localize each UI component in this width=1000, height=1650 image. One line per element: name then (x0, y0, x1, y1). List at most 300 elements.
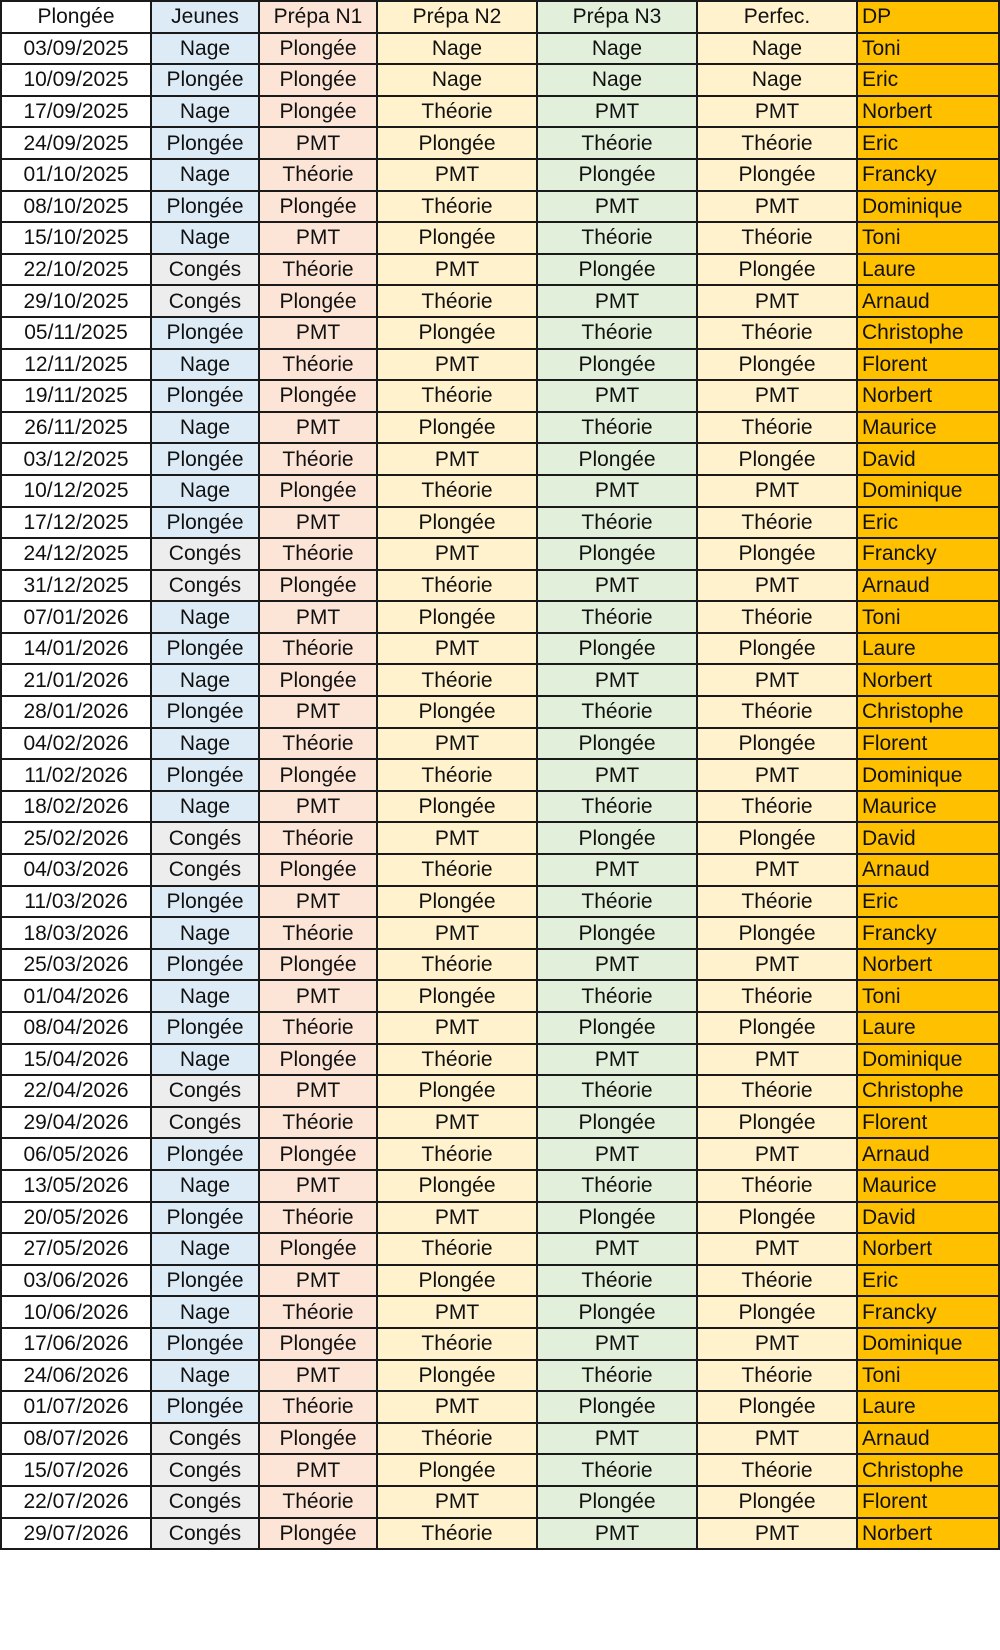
cell-prepa-n2: Plongée (377, 507, 537, 539)
cell-prepa-n3: Théorie (537, 507, 697, 539)
cell-prepa-n2: PMT (377, 822, 537, 854)
cell-dp: Laure (857, 633, 999, 665)
cell-date: 15/04/2026 (1, 1044, 151, 1076)
table-row (1, 1423, 999, 1455)
cell-prepa-n2: Théorie (377, 1044, 537, 1076)
table-row (1, 664, 999, 696)
cell-date: 08/04/2026 (1, 1012, 151, 1044)
cell-perfec: Plongée (697, 822, 857, 854)
cell-jeunes: Nage (151, 601, 259, 633)
cell-perfec: Plongée (697, 349, 857, 381)
cell-prepa-n2: PMT (377, 349, 537, 381)
cell-jeunes: Nage (151, 728, 259, 760)
cell-prepa-n2: Théorie (377, 1328, 537, 1360)
cell-jeunes: Nage (151, 96, 259, 128)
cell-jeunes: Nage (151, 1044, 259, 1076)
cell-date: 11/02/2026 (1, 759, 151, 791)
table-row (1, 1075, 999, 1107)
cell-perfec: Nage (697, 64, 857, 96)
table-row (1, 443, 999, 475)
cell-prepa-n2: Théorie (377, 759, 537, 791)
table-row (1, 380, 999, 412)
cell-date: 22/04/2026 (1, 1075, 151, 1107)
cell-prepa-n3: Théorie (537, 601, 697, 633)
cell-dp: David (857, 443, 999, 475)
cell-prepa-n3: Plongée (537, 1202, 697, 1234)
cell-prepa-n3: PMT (537, 949, 697, 981)
cell-date: 07/01/2026 (1, 601, 151, 633)
cell-prepa-n2: Théorie (377, 475, 537, 507)
cell-perfec: Plongée (697, 1012, 857, 1044)
cell-prepa-n2: PMT (377, 1107, 537, 1139)
cell-perfec: Théorie (697, 1454, 857, 1486)
cell-prepa-n2: Nage (377, 33, 537, 65)
table-row (1, 601, 999, 633)
cell-prepa-n1: Théorie (259, 1202, 377, 1234)
cell-perfec: Théorie (697, 1075, 857, 1107)
cell-dp: Toni (857, 980, 999, 1012)
cell-prepa-n3: Théorie (537, 886, 697, 918)
cell-prepa-n1: Théorie (259, 1486, 377, 1518)
cell-prepa-n1: Théorie (259, 1107, 377, 1139)
cell-perfec: Théorie (697, 1360, 857, 1392)
cell-prepa-n2: Plongée (377, 317, 537, 349)
cell-jeunes: Congés (151, 254, 259, 286)
cell-jeunes: Plongée (151, 1328, 259, 1360)
cell-prepa-n1: PMT (259, 696, 377, 728)
cell-perfec: PMT (697, 1328, 857, 1360)
cell-jeunes: Nage (151, 1360, 259, 1392)
cell-prepa-n2: Théorie (377, 1233, 537, 1265)
cell-date: 17/06/2026 (1, 1328, 151, 1360)
cell-prepa-n2: Plongée (377, 601, 537, 633)
cell-jeunes: Plongée (151, 886, 259, 918)
cell-prepa-n2: Théorie (377, 380, 537, 412)
cell-perfec: Théorie (697, 507, 857, 539)
cell-prepa-n2: PMT (377, 443, 537, 475)
cell-prepa-n2: Théorie (377, 1423, 537, 1455)
cell-date: 29/07/2026 (1, 1518, 151, 1550)
cell-dp: Francky (857, 159, 999, 191)
cell-prepa-n2: PMT (377, 159, 537, 191)
cell-prepa-n2: Plongée (377, 412, 537, 444)
cell-jeunes: Plongée (151, 696, 259, 728)
cell-prepa-n2: PMT (377, 917, 537, 949)
cell-perfec: PMT (697, 759, 857, 791)
cell-prepa-n3: Plongée (537, 349, 697, 381)
cell-date: 17/12/2025 (1, 507, 151, 539)
cell-prepa-n1: Plongée (259, 1138, 377, 1170)
cell-prepa-n3: Nage (537, 33, 697, 65)
cell-jeunes: Congés (151, 1486, 259, 1518)
cell-prepa-n1: Plongée (259, 854, 377, 886)
cell-prepa-n1: Plongée (259, 475, 377, 507)
cell-dp: Laure (857, 1012, 999, 1044)
cell-jeunes: Congés (151, 1423, 259, 1455)
table-row (1, 1012, 999, 1044)
cell-prepa-n3: PMT (537, 285, 697, 317)
cell-dp: Arnaud (857, 1423, 999, 1455)
cell-prepa-n1: PMT (259, 127, 377, 159)
cell-prepa-n1: Plongée (259, 570, 377, 602)
cell-dp: Norbert (857, 1233, 999, 1265)
cell-perfec: Plongée (697, 159, 857, 191)
cell-date: 21/01/2026 (1, 664, 151, 696)
cell-perfec: Plongée (697, 1391, 857, 1423)
cell-dp: Christophe (857, 1454, 999, 1486)
cell-date: 20/05/2026 (1, 1202, 151, 1234)
cell-dp: Francky (857, 1296, 999, 1328)
cell-dp: Norbert (857, 380, 999, 412)
cell-prepa-n2: Plongée (377, 886, 537, 918)
cell-date: 26/11/2025 (1, 412, 151, 444)
table-row (1, 317, 999, 349)
cell-jeunes: Nage (151, 1170, 259, 1202)
cell-dp: Laure (857, 1391, 999, 1423)
cell-perfec: Théorie (697, 1170, 857, 1202)
cell-prepa-n2: Plongée (377, 1170, 537, 1202)
cell-date: 10/09/2025 (1, 64, 151, 96)
table-header (1, 1, 999, 33)
cell-prepa-n1: PMT (259, 1360, 377, 1392)
table-row (1, 1265, 999, 1297)
table-row (1, 96, 999, 128)
cell-dp: Toni (857, 1360, 999, 1392)
cell-jeunes: Plongée (151, 64, 259, 96)
cell-prepa-n1: PMT (259, 1075, 377, 1107)
cell-date: 24/06/2026 (1, 1360, 151, 1392)
cell-prepa-n2: Théorie (377, 96, 537, 128)
table-row (1, 1454, 999, 1486)
cell-dp: Eric (857, 64, 999, 96)
cell-prepa-n3: Théorie (537, 127, 697, 159)
cell-prepa-n2: Théorie (377, 285, 537, 317)
cell-prepa-n1: Plongée (259, 664, 377, 696)
cell-date: 01/04/2026 (1, 980, 151, 1012)
cell-dp: Dominique (857, 1044, 999, 1076)
cell-date: 15/10/2025 (1, 222, 151, 254)
cell-prepa-n3: Théorie (537, 791, 697, 823)
cell-prepa-n3: Plongée (537, 633, 697, 665)
cell-prepa-n3: PMT (537, 1044, 697, 1076)
cell-prepa-n1: Théorie (259, 822, 377, 854)
table-row (1, 759, 999, 791)
cell-jeunes: Congés (151, 1107, 259, 1139)
cell-dp: Dominique (857, 759, 999, 791)
cell-perfec: Théorie (697, 980, 857, 1012)
cell-dp: Eric (857, 507, 999, 539)
cell-prepa-n3: PMT (537, 570, 697, 602)
cell-prepa-n1: Théorie (259, 443, 377, 475)
table-row (1, 33, 999, 65)
cell-prepa-n3: Plongée (537, 159, 697, 191)
cell-dp: Toni (857, 33, 999, 65)
cell-date: 22/10/2025 (1, 254, 151, 286)
cell-perfec: Plongée (697, 1296, 857, 1328)
cell-prepa-n2: PMT (377, 538, 537, 570)
table-row (1, 507, 999, 539)
cell-prepa-n2: Nage (377, 64, 537, 96)
cell-prepa-n1: PMT (259, 601, 377, 633)
cell-dp: Eric (857, 886, 999, 918)
cell-jeunes: Congés (151, 285, 259, 317)
cell-date: 18/03/2026 (1, 917, 151, 949)
cell-prepa-n2: PMT (377, 1296, 537, 1328)
cell-perfec: Théorie (697, 886, 857, 918)
cell-prepa-n2: Plongée (377, 1454, 537, 1486)
table-row (1, 728, 999, 760)
table-row (1, 222, 999, 254)
cell-date: 31/12/2025 (1, 570, 151, 602)
cell-dp: David (857, 1202, 999, 1234)
cell-jeunes: Plongée (151, 633, 259, 665)
cell-perfec: PMT (697, 1423, 857, 1455)
cell-date: 29/04/2026 (1, 1107, 151, 1139)
cell-dp: Florent (857, 349, 999, 381)
cell-prepa-n1: Théorie (259, 538, 377, 570)
cell-prepa-n3: Théorie (537, 1075, 697, 1107)
cell-prepa-n3: PMT (537, 96, 697, 128)
cell-prepa-n3: Plongée (537, 538, 697, 570)
cell-prepa-n1: Plongée (259, 1518, 377, 1550)
cell-perfec: Plongée (697, 1486, 857, 1518)
cell-prepa-n3: Plongée (537, 443, 697, 475)
cell-date: 24/12/2025 (1, 538, 151, 570)
cell-date: 13/05/2026 (1, 1170, 151, 1202)
cell-prepa-n2: PMT (377, 1391, 537, 1423)
cell-perfec: PMT (697, 1233, 857, 1265)
cell-date: 14/01/2026 (1, 633, 151, 665)
table-row (1, 949, 999, 981)
table-row (1, 822, 999, 854)
cell-prepa-n3: Nage (537, 64, 697, 96)
header-prepa-n2: Prépa N2 (377, 1, 537, 33)
cell-prepa-n1: PMT (259, 412, 377, 444)
table-row (1, 159, 999, 191)
cell-prepa-n1: Théorie (259, 917, 377, 949)
cell-dp: Norbert (857, 949, 999, 981)
table-row (1, 1486, 999, 1518)
cell-prepa-n3: Théorie (537, 980, 697, 1012)
cell-dp: Florent (857, 1107, 999, 1139)
table-row (1, 570, 999, 602)
cell-prepa-n3: Théorie (537, 317, 697, 349)
table-row (1, 412, 999, 444)
cell-prepa-n1: Théorie (259, 349, 377, 381)
cell-prepa-n3: Plongée (537, 1486, 697, 1518)
cell-prepa-n1: Plongée (259, 759, 377, 791)
cell-perfec: PMT (697, 285, 857, 317)
cell-jeunes: Nage (151, 980, 259, 1012)
cell-prepa-n2: PMT (377, 728, 537, 760)
cell-date: 17/09/2025 (1, 96, 151, 128)
cell-prepa-n3: Plongée (537, 822, 697, 854)
cell-date: 08/07/2026 (1, 1423, 151, 1455)
cell-dp: Florent (857, 1486, 999, 1518)
cell-jeunes: Plongée (151, 759, 259, 791)
cell-date: 06/05/2026 (1, 1138, 151, 1170)
cell-date: 01/10/2025 (1, 159, 151, 191)
cell-date: 05/11/2025 (1, 317, 151, 349)
cell-prepa-n1: Plongée (259, 96, 377, 128)
cell-prepa-n2: Plongée (377, 222, 537, 254)
cell-dp: Maurice (857, 412, 999, 444)
cell-prepa-n1: PMT (259, 791, 377, 823)
cell-date: 03/09/2025 (1, 33, 151, 65)
cell-prepa-n2: Théorie (377, 1518, 537, 1550)
cell-prepa-n2: PMT (377, 254, 537, 286)
cell-jeunes: Plongée (151, 507, 259, 539)
cell-prepa-n2: Plongée (377, 1360, 537, 1392)
cell-prepa-n3: Plongée (537, 728, 697, 760)
cell-prepa-n3: Théorie (537, 1360, 697, 1392)
cell-prepa-n1: PMT (259, 1265, 377, 1297)
cell-prepa-n1: PMT (259, 1170, 377, 1202)
cell-jeunes: Plongée (151, 1391, 259, 1423)
cell-dp: Dominique (857, 191, 999, 223)
table-row (1, 254, 999, 286)
cell-jeunes: Nage (151, 917, 259, 949)
cell-prepa-n3: PMT (537, 1138, 697, 1170)
table-row (1, 1044, 999, 1076)
cell-prepa-n2: PMT (377, 633, 537, 665)
cell-prepa-n1: PMT (259, 507, 377, 539)
cell-dp: Toni (857, 601, 999, 633)
cell-jeunes: Plongée (151, 1202, 259, 1234)
cell-prepa-n2: PMT (377, 1486, 537, 1518)
cell-prepa-n1: Théorie (259, 1296, 377, 1328)
cell-date: 27/05/2026 (1, 1233, 151, 1265)
cell-dp: Norbert (857, 664, 999, 696)
cell-date: 08/10/2025 (1, 191, 151, 223)
cell-jeunes: Congés (151, 854, 259, 886)
cell-date: 04/03/2026 (1, 854, 151, 886)
cell-prepa-n1: Théorie (259, 1391, 377, 1423)
cell-date: 11/03/2026 (1, 886, 151, 918)
cell-date: 12/11/2025 (1, 349, 151, 381)
cell-prepa-n1: Théorie (259, 1012, 377, 1044)
cell-jeunes: Plongée (151, 127, 259, 159)
cell-prepa-n2: Théorie (377, 1138, 537, 1170)
cell-dp: Dominique (857, 1328, 999, 1360)
cell-dp: Laure (857, 254, 999, 286)
cell-date: 01/07/2026 (1, 1391, 151, 1423)
table-row (1, 1170, 999, 1202)
cell-jeunes: Congés (151, 822, 259, 854)
cell-perfec: Plongée (697, 538, 857, 570)
cell-prepa-n1: Théorie (259, 159, 377, 191)
cell-jeunes: Nage (151, 412, 259, 444)
cell-dp: Norbert (857, 1518, 999, 1550)
table-row (1, 127, 999, 159)
table-row (1, 791, 999, 823)
cell-prepa-n3: PMT (537, 759, 697, 791)
cell-prepa-n3: Théorie (537, 222, 697, 254)
cell-perfec: Théorie (697, 791, 857, 823)
cell-prepa-n1: Théorie (259, 633, 377, 665)
cell-jeunes: Nage (151, 664, 259, 696)
cell-prepa-n3: Théorie (537, 1454, 697, 1486)
table-row (1, 1233, 999, 1265)
cell-prepa-n3: PMT (537, 854, 697, 886)
cell-prepa-n3: Plongée (537, 1107, 697, 1139)
cell-prepa-n1: PMT (259, 317, 377, 349)
cell-prepa-n3: PMT (537, 475, 697, 507)
cell-prepa-n3: Théorie (537, 696, 697, 728)
table-row (1, 349, 999, 381)
table-row (1, 475, 999, 507)
cell-prepa-n3: PMT (537, 1233, 697, 1265)
cell-dp: Florent (857, 728, 999, 760)
cell-dp: Arnaud (857, 285, 999, 317)
table-row (1, 1391, 999, 1423)
table-row (1, 917, 999, 949)
cell-prepa-n3: Plongée (537, 254, 697, 286)
cell-perfec: PMT (697, 854, 857, 886)
cell-perfec: Théorie (697, 222, 857, 254)
cell-perfec: PMT (697, 570, 857, 602)
cell-date: 18/02/2026 (1, 791, 151, 823)
cell-perfec: Plongée (697, 1107, 857, 1139)
cell-dp: Dominique (857, 475, 999, 507)
cell-jeunes: Congés (151, 570, 259, 602)
cell-prepa-n1: Plongée (259, 1423, 377, 1455)
cell-perfec: Plongée (697, 917, 857, 949)
cell-prepa-n3: Plongée (537, 1391, 697, 1423)
cell-dp: Christophe (857, 1075, 999, 1107)
cell-perfec: Plongée (697, 633, 857, 665)
table-row (1, 854, 999, 886)
cell-jeunes: Plongée (151, 317, 259, 349)
cell-date: 24/09/2025 (1, 127, 151, 159)
cell-perfec: Plongée (697, 254, 857, 286)
cell-jeunes: Congés (151, 1075, 259, 1107)
cell-perfec: Plongée (697, 728, 857, 760)
cell-perfec: Nage (697, 33, 857, 65)
cell-date: 10/06/2026 (1, 1296, 151, 1328)
cell-jeunes: Nage (151, 791, 259, 823)
cell-dp: Eric (857, 127, 999, 159)
cell-jeunes: Plongée (151, 1265, 259, 1297)
cell-dp: Arnaud (857, 854, 999, 886)
cell-prepa-n2: PMT (377, 1202, 537, 1234)
cell-prepa-n3: Plongée (537, 1012, 697, 1044)
cell-prepa-n3: PMT (537, 1518, 697, 1550)
cell-jeunes: Nage (151, 159, 259, 191)
table-row (1, 696, 999, 728)
table-row (1, 1107, 999, 1139)
cell-perfec: Plongée (697, 1202, 857, 1234)
cell-prepa-n3: Théorie (537, 412, 697, 444)
table-row (1, 980, 999, 1012)
cell-jeunes: Congés (151, 538, 259, 570)
cell-prepa-n1: PMT (259, 886, 377, 918)
cell-prepa-n2: Théorie (377, 570, 537, 602)
header-perfec: Perfec. (697, 1, 857, 33)
cell-perfec: PMT (697, 949, 857, 981)
cell-jeunes: Nage (151, 349, 259, 381)
cell-date: 22/07/2026 (1, 1486, 151, 1518)
cell-jeunes: Congés (151, 1454, 259, 1486)
cell-perfec: PMT (697, 1044, 857, 1076)
table-row (1, 64, 999, 96)
table-row (1, 1138, 999, 1170)
cell-dp: Maurice (857, 791, 999, 823)
cell-prepa-n2: Théorie (377, 854, 537, 886)
cell-prepa-n1: Plongée (259, 380, 377, 412)
cell-prepa-n1: PMT (259, 980, 377, 1012)
cell-prepa-n3: PMT (537, 664, 697, 696)
